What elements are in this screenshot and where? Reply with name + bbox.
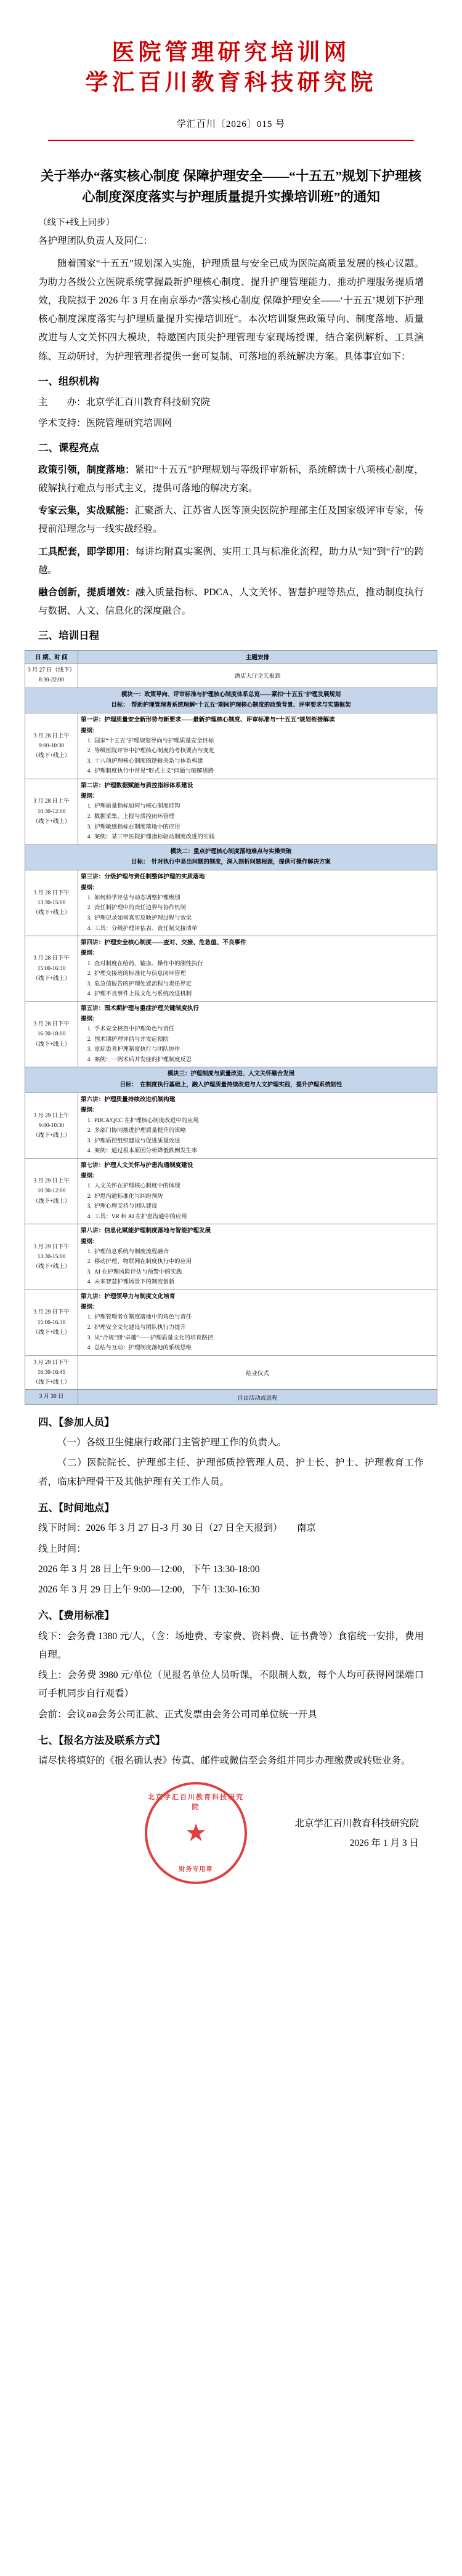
participant-item: （一）各级卫生健康行政部门主管护理工作的负责人。 [57,1437,287,1448]
schedule-topic-cell: 结业仪式 [78,1355,437,1390]
schedule-time-line: 3 月 28 日下午 [33,1021,70,1028]
intro-paragraph: 随着国家“十五五”规划深入实施，护理质量与安全已成为医院高质量发展的核心议题。为助力各级公立医院系统掌握最新护理核心制度、提升护理管理能力、推动护理服务提质增效，我院拟于 2026 年 3 月在南京举办“落实核心制度 保障护理安全——‘十五五’规划下护理核心制度深度落实与护理质量提升实操培训班”。本次培训聚焦政策导向、制度落地、质量改进与人文关怀四大模块，特邀国内顶尖护理管理专家现场授课，结合案例解析、工具演练、互动研讨，为护理管理者提供一套可复制、可落地的系统解决方案。具体事宜如下： [38,258,424,362]
salutation: 各护理团队负责人及同仁： [38,236,153,247]
host-label: 主 办： [38,396,86,407]
table-row [25,1067,437,1093]
table-row [25,1001,437,1067]
seal-star-icon: ★ [185,1818,207,1847]
outline-list [81,893,434,934]
lecture-title: 第一讲：护理质量安全新形势与新要求——最新护理核心制度、评审标准与“十五五”规划衔接解读 [81,716,335,724]
highlight-lead: 专家云集，实战赋能： [38,505,135,516]
academic-support-label: 学术支持： [38,417,86,428]
list-item: 3. 护理记录如何真实反映护理过程与效果 [93,913,434,924]
schedule-time-line: 10:30-12:00 [37,1188,66,1195]
table-row [25,1355,437,1390]
contact-line: 请尽快将填好的《报名确认表》传真、邮件或微信至会务组并同步办理缴费或转账业务。 [38,1755,411,1767]
signing-organization: 北京学汇百川教育科技研究院 [294,1818,419,1829]
document-body [38,232,424,645]
table-row [25,1390,437,1404]
schedule-time-line: 3 月 29 日上午 [33,1112,70,1119]
list-item: 4. 案例：一例术后并发症的护理制度反思 [93,1055,434,1065]
signing-date: 2026 年 1 月 3 日 [349,1838,419,1849]
highlight-item [38,461,424,498]
schedule-time-line: 3 月 28 日上午 [33,798,70,805]
list-item: 3. 护理质控组织建设与促进质量改进 [93,1136,434,1147]
list-item: 2. 护理交接班的标准化与信息闭环管理 [93,969,434,979]
module-goal: 目标： 帮助护理管理者系统理解“十五五”期间护理核心制度的政策背景、评审要求与实施框架 [111,702,351,709]
schedule-time-cell [25,1093,78,1159]
list-item: 4. 案例：通过根本原因分析降低跌倒发生率 [93,1146,434,1157]
schedule-time-line: 3 月 27 日（线下） [28,667,75,674]
list-item: 2. 多部门协同推进护理质量提升的策略 [93,1126,434,1136]
schedule-time-cell [25,1390,78,1404]
online-time-line: 2026 年 3 月 28 日上午 9:00—12:00，下午 13:30-18:00 [38,1563,260,1575]
highlight-lead: 融合创新，提质增效： [38,587,136,598]
schedule-time-line: 3 月 28 日下午 [33,889,70,896]
highlight-lead: 政策引领，制度落地： [38,464,135,475]
schedule-time-line: 13:30-15:00 [37,900,66,907]
schedule-time-line: （线下+线上） [32,1264,71,1270]
schedule-time-line: （线下+线上） [32,1379,71,1386]
highlight-text: 每讲均附真实案例、实用工具与标准化流程，助力从“知”到“行”的跨越。 [38,546,424,576]
list-item: 3. AI 在护理风险评估与预警中的实践 [93,1267,434,1278]
list-item: 2. 等级医院评审中护理核心制度的考核要点与变化 [93,746,434,756]
table-row [25,688,437,713]
list-item: 1. 人文关怀在护理核心制度中的体现 [93,1181,434,1192]
highlight-lead: 工具配套，即学即用： [38,546,136,557]
schedule-header-topic: 主题安排 [78,651,437,664]
schedule-time-line: （线下+线上） [32,1133,71,1139]
outline-label: 提纲： [81,885,99,891]
list-item: 3. 从“合规”到“卓越”——护理质量文化的培育路径 [93,1333,434,1344]
schedule-time-cell [25,664,78,688]
list-item: 1. 护理信息系统与制度流程融合 [93,1247,434,1258]
list-item: 3. 危急值报告的护理处置流程与责任界定 [93,979,434,990]
list-item: 3. 护理心理支持与团队建设 [93,1202,434,1212]
list-item: 1. 护理质量指标如何与核心制度挂钩 [93,801,434,812]
schedule-module-banner [25,688,437,713]
outline-label: 提纲： [81,1107,99,1114]
lecture-title: 第五讲：围术期护理与重症护理关键制度执行 [81,1005,199,1012]
academic-support-value: 医院管理研究培训网 [86,417,172,428]
schedule-time-line: 13:30-15:00 [37,1254,66,1261]
table-row [25,1158,437,1224]
contact-lines [38,1752,424,1770]
section-heading-organization: 一、组织机构 [38,375,99,387]
page-title: 关于举办“落实核心制度 保障护理安全——“十五五”规划下护理核心制度深度落实与护理质量提升实操培训班”的通知 [40,168,422,205]
list-item: 1. 国家“十五五”护理规划导向与护理质量安全目标 [93,736,434,747]
academic-support-row [38,414,424,433]
section-heading-fee: 六、【费用标准】 [38,1610,115,1622]
schedule-time-cell [25,713,78,779]
delivery-mode-label: （线下+线上同步） [38,218,115,228]
schedule-time-line: （线下+线上） [32,976,71,982]
list-item: 2. 护理安全文化建设与团队执行力提升 [93,1323,434,1333]
schedule-header-time: 日 期、时 间 [25,651,78,664]
schedule-topic-cell: 酒店大厅全天报到 [78,664,437,688]
list-item: 2. 护患沟通标准化与纠纷预防 [93,1192,434,1202]
document-tail [38,1413,424,1771]
outline-list [81,1024,434,1065]
schedule-time-line: 16:30-18:00 [37,1031,66,1038]
lecture-title: 第四讲：护理安全核心制度——查对、交接、危急值、不良事件 [81,939,246,947]
list-item: 1. 查对制度在给药、输血、操作中的刚性执行 [93,959,434,969]
table-row [25,1224,437,1290]
schedule-module-banner [25,845,437,870]
lecture-title: 第九讲：护理领导力与制度文化培育 [81,1293,176,1300]
schedule-table-wrap [25,650,437,1405]
letterhead-line-1: 医院管理研究培训网 [111,40,351,65]
list-item: 4. 工具：分级护理评估表、责任制交接清单 [93,924,434,934]
fee-line: 会前：会议ออ会务公司汇款、正式发票由会务公司司单位统一开具 [38,1709,317,1720]
online-time-lines [38,1560,424,1599]
outline-list [81,1181,434,1222]
schedule-table [25,650,437,1405]
highlight-item [38,584,424,620]
highlight-item [38,543,424,580]
lecture-title: 第六讲：护理质量持续改进机制构建 [81,1096,176,1104]
outline-label: 提纲： [81,1238,99,1245]
list-item: 4. 工具：VR 和 AI 在护患沟通中的应用 [93,1212,434,1222]
highlight-text: 汇聚浙大、江苏省人医等顶尖医院护理部主任及国家级评审专家，传授前沿理念与一线实战经验。 [38,505,424,535]
lecture-title: 第三讲：分级护理与责任制整体护理的实质落地 [81,873,205,881]
highlight-text: 紧扣“十五五”护理规划与等级评审新标，系统解读十八项核心制度，破解执行难点与形式主义，提供可落地的解决方案。 [38,464,424,494]
section-heading-contact: 七、【报名方法及联系方式】 [38,1734,166,1746]
participants-list [38,1434,424,1491]
highlights-list [38,461,424,621]
schedule-lecture-cell [78,1290,437,1355]
schedule-lecture-cell [78,870,437,936]
module-title: 模块三：护理制度与质量改进、人文关怀融合发展 [167,1071,295,1078]
table-row [25,1093,437,1159]
schedule-module-banner [25,1067,437,1093]
list-item: 4. 护理制度执行中常见“形式主义”问题与破解思路 [93,766,434,777]
schedule-lecture-cell [78,713,437,779]
outline-list [81,736,434,777]
schedule-lecture-cell [78,1093,437,1159]
schedule-time-line: 15:00-16:30 [37,965,66,972]
offline-time-value: 2026 年 3 月 27 日-3 月 30 日（27 日全天报到） [86,1523,278,1534]
outline-label: 提纲： [81,728,99,734]
list-item: 4. 未来智慧护理场景下的制度创新 [93,1277,434,1288]
schedule-time-line: 16:30-16:45 [37,1369,66,1376]
schedule-time-cell [25,1158,78,1224]
lecture-title: 第七讲：护理人文关怀与护患沟通制度建设 [81,1162,193,1169]
schedule-time-line: 9:00-10:30 [39,1122,64,1129]
schedule-time-cell [25,1355,78,1390]
outline-label: 提纲： [81,1173,99,1180]
list-item: 4. 护理不良事件上报文化与系统改进机制 [93,989,434,1000]
list-item: 3. 重症患者护理制度执行与团队协作 [93,1045,434,1055]
outline-list [81,1312,434,1353]
outline-list [81,959,434,1000]
online-time-line: 2026 年 3 月 29 日上午 9:00—12:00，下午 13:30-16:30 [38,1584,260,1595]
table-row [25,713,437,779]
fee-line: 线上：会务费 3980 元/单位（见报名单位人员听课，不限制人数，每个人均可获得网课端口可手机同步自行观看） [38,1670,424,1699]
module-title: 模块二：重点护理核心制度落地难点与实操突破 [170,848,292,855]
schedule-time-cell [25,936,78,1002]
letterhead [0,0,462,98]
schedule-time-line: （线下+线上） [32,818,71,825]
schedule-time-cell [25,870,78,936]
module-goal: 目标： 在制度执行基础上，融入护理质量持续改进与人文护理实践，提升护理系统韧性 [120,1081,342,1088]
schedule-time-line: 3 月 29 日上午 [33,1178,70,1185]
outline-label: 提纲： [81,950,99,957]
lecture-title: 第八讲：信息化赋能护理制度落地与智能护理发展 [81,1227,211,1235]
lecture-title: 第二讲：护理数据赋能与质控指标体系建设 [81,782,193,790]
table-row [25,870,437,936]
schedule-topic-cell: 自由活动或返程 [78,1390,437,1404]
offline-time-label: 线下时间： [38,1523,86,1534]
schedule-time-line: 3 月 28 日下午 [33,955,70,962]
document-number: 学汇百川〔2026〕015 号 [176,119,286,129]
list-item: 2. 数据采集、上报与质控闭环管理 [93,812,434,822]
list-item: 1. 如何科学评估与动态调整护理级别 [93,893,434,904]
schedule-time-line: 10:30-12:00 [37,808,66,815]
host-value: 北京学汇百川教育科技研究院 [86,396,211,407]
list-item: 2. 责任制护理中的责任边界与协作机制 [93,903,434,913]
participant-item: （二）医院院长、护理部主任、护理部质控管理人员、护士长、护士、护理教育工作者，临床护理骨干及其他护理有关工作人员。 [38,1458,424,1487]
list-item: 4. 案例：某三甲医院护理指标驱动制度改进的实践 [93,832,434,843]
schedule-time-line: （线下+线上） [32,910,71,917]
schedule-lecture-cell [78,936,437,1002]
outline-list [81,1116,434,1157]
letterhead-red-rule [48,140,414,141]
schedule-time-line: （线下+线上） [32,1329,71,1336]
seal-top-text: 北京学汇百川教育科技研究院 [148,1793,244,1811]
schedule-time-line: （线下+线上） [32,1198,71,1205]
list-item: 3. 护理敏感指标在制度落地中的应用 [93,822,434,833]
offline-city: 南京 [296,1523,316,1534]
schedule-time-line: 3 月 29 日下午 [33,1243,70,1250]
list-item: 4. 总结与互动：护理制度落地的系统思维 [93,1343,434,1354]
schedule-time-line: 3 月 29 日下午 [33,1309,70,1316]
section-heading-participants: 四、【参加人员】 [38,1416,115,1428]
schedule-time-line: 3 月 30 日 [39,1394,64,1400]
host-row [38,393,424,412]
fee-lines [38,1627,424,1724]
list-item: 1. PDCA/QCC 在护理核心制度改进中的应用 [93,1116,434,1126]
section-heading-highlights: 二、课程亮点 [38,441,99,454]
schedule-lecture-cell [78,779,437,845]
section-heading-time-place: 五、【时间地点】 [38,1501,115,1514]
schedule-time-line: （线下+线上） [32,753,71,760]
schedule-time-line: 15:00-16:30 [37,1319,66,1326]
module-title: 模块一：政策导向、评审标准与护理核心制度体系总览——紧扣“十五五”护理发展规划 [121,691,341,698]
schedule-time-line: 8:30-22:00 [39,677,64,684]
schedule-time-line: 3 月 29 日下午 [33,1359,70,1366]
table-row [25,664,437,688]
schedule-time-cell [25,1001,78,1067]
fee-line: 线下：会务费 1380 元/人，（含：场地费、专家费、资料费、证书费等）食宿统一安排，费用自理。 [38,1631,424,1660]
schedule-time-line: （线下+线上） [32,1041,71,1048]
schedule-header-row [25,651,437,664]
section-heading-schedule: 三、培训日程 [38,630,99,642]
table-row [25,936,437,1002]
schedule-lecture-cell [78,1224,437,1290]
signature-block [0,1793,419,1888]
outline-label: 提纲： [81,793,99,800]
outline-list [81,1247,434,1288]
table-row [25,845,437,870]
highlight-item [38,502,424,539]
highlight-text: 融入质量指标、PDCA、人文关怀、智慧护理等热点，推动制度执行与数据、人文、信息化的深度融合。 [38,587,424,617]
table-row [25,1290,437,1355]
online-time-label: 线上时间： [38,1543,86,1554]
list-item: 1. 护理管理者在制度落地中的角色与责任 [93,1312,434,1323]
outline-label: 提纲： [81,1304,99,1311]
schedule-lecture-cell [78,1158,437,1224]
seal-bottom-text: 财务专用章 [179,1866,213,1873]
schedule-time-line: 3 月 28 日上午 [33,732,70,739]
table-row [25,779,437,845]
outline-label: 提纲： [81,1016,99,1022]
outline-list [81,801,434,842]
list-item: 2. 围术期护理评估与并发症预防 [93,1035,434,1045]
list-item: 3. 十八项护理核心制度的逻辑关系与体系构建 [93,756,434,767]
schedule-time-cell [25,1290,78,1355]
module-goal: 目标： 针对执行中易出问题的制度，深入剖析问题根源，提供可操作解决方案 [131,859,331,866]
letterhead-line-2: 学汇百川教育科技研究院 [85,70,377,95]
offline-time-row [38,1519,424,1538]
schedule-time-cell [25,779,78,845]
schedule-time-cell [25,1224,78,1290]
schedule-lecture-cell [78,1001,437,1067]
list-item: 1. 手术安全核查中护理角色与责任 [93,1024,434,1035]
list-item: 2. 移动护理、物联网在制度执行中的应用 [93,1257,434,1267]
schedule-time-line: 9:00-10:30 [39,743,64,750]
